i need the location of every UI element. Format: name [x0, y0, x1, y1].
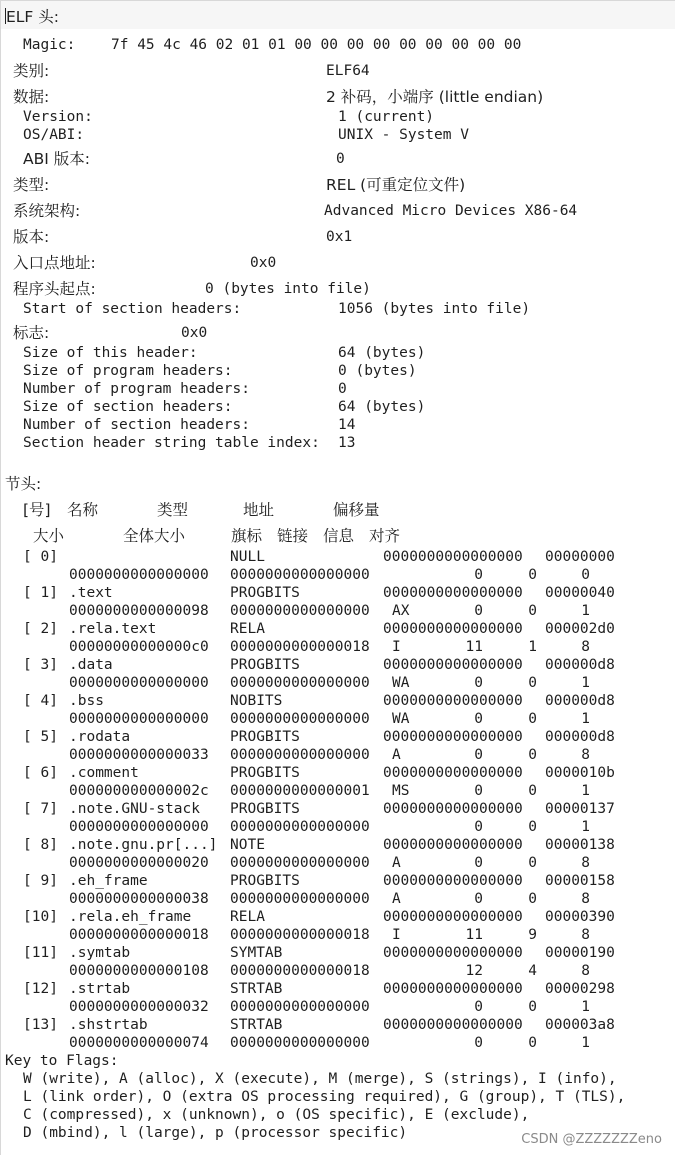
- section-offset: 00000190: [545, 945, 615, 961]
- section-offset: 00000138: [545, 837, 615, 853]
- section-num: [ 3]: [23, 657, 58, 673]
- osabi-label: OS/ABI:: [23, 127, 85, 143]
- column-flags: 旗标: [231, 527, 263, 545]
- abi-version-label: ABI 版本:: [23, 150, 90, 168]
- section-offset: 0000010b: [545, 765, 615, 781]
- section-num: [11]: [23, 945, 58, 961]
- section-align: 1: [581, 999, 590, 1015]
- osabi-value: UNIX - System V: [338, 127, 469, 143]
- section-header-offset-label: Start of section headers:: [23, 301, 242, 317]
- section-link: 0: [474, 1035, 483, 1051]
- flags-key-line: L (link order), O (extra OS processing required), G (group), T (TLS),: [23, 1089, 626, 1105]
- section-info: 0: [528, 783, 537, 799]
- column-type: 类型: [157, 501, 189, 519]
- column-info: 信息: [323, 527, 355, 545]
- section-type: PROGBITS: [230, 873, 300, 889]
- column-size: 大小: [33, 527, 65, 545]
- section-num: [ 7]: [23, 801, 58, 817]
- section-offset: 00000040: [545, 585, 615, 601]
- section-addr: 0000000000000000: [383, 801, 523, 817]
- section-info: 1: [528, 639, 537, 655]
- section-flags: WA: [392, 675, 410, 691]
- section-align: 1: [581, 711, 590, 727]
- section-link: 11: [465, 927, 483, 943]
- section-type: PROGBITS: [230, 765, 300, 781]
- section-name: .symtab: [69, 945, 131, 961]
- section-link: 0: [474, 891, 483, 907]
- version-value: 1 (current): [338, 109, 435, 125]
- section-name: .rodata: [69, 729, 131, 745]
- machine-label: 系统架构:: [13, 202, 81, 220]
- section-entsize: 0000000000000000: [230, 675, 370, 691]
- section-info: 0: [528, 1035, 537, 1051]
- section-entsize: 0000000000000018: [230, 927, 370, 943]
- header-size-value: 64 (bytes): [338, 345, 426, 361]
- section-entsize: 0000000000000018: [230, 639, 370, 655]
- column-align: 对齐: [369, 527, 401, 545]
- section-type: NOTE: [230, 837, 265, 853]
- section-info: 0: [528, 891, 537, 907]
- section-link: 0: [474, 855, 483, 871]
- section-link: 0: [474, 603, 483, 619]
- section-align: 1: [581, 1035, 590, 1051]
- section-align: 1: [581, 675, 590, 691]
- section-offset: 000000d8: [545, 729, 615, 745]
- section-name: .strtab: [69, 981, 131, 997]
- section-align: 8: [581, 927, 590, 943]
- section-info: 0: [528, 675, 537, 691]
- section-num: [ 0]: [23, 549, 58, 565]
- section-offset: 000000d8: [545, 693, 615, 709]
- section-header-size-value: 64 (bytes): [338, 399, 426, 415]
- section-info: 0: [528, 747, 537, 763]
- section-size: 0000000000000032: [69, 999, 209, 1015]
- section-entsize: 0000000000000000: [230, 747, 370, 763]
- section-addr: 0000000000000000: [383, 909, 523, 925]
- section-size: 0000000000000038: [69, 891, 209, 907]
- section-header-count-value: 14: [338, 417, 356, 433]
- section-link: 0: [474, 567, 483, 583]
- section-size: 0000000000000000: [69, 819, 209, 835]
- section-align: 1: [581, 603, 590, 619]
- section-flags: WA: [392, 711, 410, 727]
- section-align: 8: [581, 891, 590, 907]
- section-num: [ 5]: [23, 729, 58, 745]
- program-header-count-value: 0: [338, 381, 347, 397]
- section-flags: MS: [392, 783, 410, 799]
- section-align: 0: [581, 567, 590, 583]
- column-offset: 偏移量: [333, 501, 380, 519]
- section-offset: 000003a8: [545, 1017, 615, 1033]
- section-offset: 00000137: [545, 801, 615, 817]
- flags-key-title: Key to Flags:: [5, 1053, 119, 1069]
- section-align: 8: [581, 747, 590, 763]
- section-size: 0000000000000018: [69, 927, 209, 943]
- section-info: 4: [528, 963, 537, 979]
- section-entsize: 0000000000000000: [230, 567, 370, 583]
- section-offset: 00000298: [545, 981, 615, 997]
- section-info: 0: [528, 855, 537, 871]
- section-num: [13]: [23, 1017, 58, 1033]
- section-header-count-label: Number of section headers:: [23, 417, 250, 433]
- section-entsize: 0000000000000000: [230, 1035, 370, 1051]
- program-header-size-value: 0 (bytes): [338, 363, 417, 379]
- section-name: .text: [69, 585, 113, 601]
- section-addr: 0000000000000000: [383, 873, 523, 889]
- section-link: 0: [474, 711, 483, 727]
- section-name: .note.gnu.pr[...]: [69, 837, 218, 853]
- section-num: [ 8]: [23, 837, 58, 853]
- section-link: 0: [474, 999, 483, 1015]
- program-header-count-label: Number of program headers:: [23, 381, 250, 397]
- flags-label: 标志:: [13, 324, 50, 342]
- section-size: 00000000000000c0: [69, 639, 209, 655]
- section-addr: 0000000000000000: [383, 945, 523, 961]
- magic-value: 7f 45 4c 46 02 01 01 00 00 00 00 00 00 00 00 00: [111, 37, 522, 53]
- section-name: .eh_frame: [69, 873, 148, 889]
- section-info: 0: [528, 819, 537, 835]
- column-num: [号]: [23, 501, 51, 519]
- section-size: 0000000000000020: [69, 855, 209, 871]
- section-entsize: 0000000000000000: [230, 819, 370, 835]
- section-num: [ 6]: [23, 765, 58, 781]
- section-offset: 00000158: [545, 873, 615, 889]
- entry-point-value: 0x0: [250, 255, 277, 271]
- elf-version-value: 0x1: [326, 229, 353, 245]
- section-addr: 0000000000000000: [383, 981, 523, 997]
- abi-version-value: 0: [336, 151, 345, 167]
- section-size: 0000000000000098: [69, 603, 209, 619]
- section-addr: 0000000000000000: [383, 1017, 523, 1033]
- section-type: RELA: [230, 909, 265, 925]
- section-addr: 0000000000000000: [383, 549, 523, 565]
- section-entsize: 0000000000000000: [230, 855, 370, 871]
- section-align: 8: [581, 855, 590, 871]
- section-header-offset-value: 1056 (bytes into file): [338, 301, 531, 317]
- section-size: 0000000000000000: [69, 711, 209, 727]
- section-type: PROGBITS: [230, 801, 300, 817]
- section-addr: 0000000000000000: [383, 585, 523, 601]
- section-size: 0000000000000108: [69, 963, 209, 979]
- section-type: STRTAB: [230, 1017, 283, 1033]
- section-addr: 0000000000000000: [383, 657, 523, 673]
- section-entsize: 0000000000000000: [230, 603, 370, 619]
- section-link: 0: [474, 819, 483, 835]
- section-entsize: 0000000000000000: [230, 999, 370, 1015]
- section-type: NOBITS: [230, 693, 283, 709]
- section-name: .bss: [69, 693, 104, 709]
- section-num: [12]: [23, 981, 58, 997]
- watermark: CSDN @ZZZZZZZeno: [521, 1132, 662, 1147]
- section-addr: 0000000000000000: [383, 693, 523, 709]
- flags-key-line: W (write), A (alloc), X (execute), M (merge), S (strings), I (info),: [23, 1071, 617, 1087]
- section-header-size-label: Size of section headers:: [23, 399, 233, 415]
- section-addr: 0000000000000000: [383, 729, 523, 745]
- machine-value: Advanced Micro Devices X86-64: [324, 203, 578, 219]
- section-num: [ 1]: [23, 585, 58, 601]
- section-num: [ 4]: [23, 693, 58, 709]
- section-align: 1: [581, 819, 590, 835]
- elf-version-label: 版本:: [13, 228, 50, 246]
- section-type: PROGBITS: [230, 657, 300, 673]
- section-size: 0000000000000033: [69, 747, 209, 763]
- section-link: 0: [474, 747, 483, 763]
- section-offset: 00000000: [545, 549, 615, 565]
- section-type: STRTAB: [230, 981, 283, 997]
- program-header-size-label: Size of program headers:: [23, 363, 233, 379]
- type-value: REL (可重定位文件): [326, 176, 466, 194]
- section-name: .rela.eh_frame: [69, 909, 192, 925]
- type-label: 类型:: [13, 176, 50, 194]
- section-num: [ 2]: [23, 621, 58, 637]
- section-type: NULL: [230, 549, 265, 565]
- version-label: Version:: [23, 109, 93, 125]
- section-type: SYMTAB: [230, 945, 283, 961]
- section-flags: I: [392, 927, 401, 943]
- section-flags: A: [392, 747, 401, 763]
- section-info: 0: [528, 711, 537, 727]
- program-header-offset-label: 程序头起点:: [13, 280, 96, 298]
- section-addr: 0000000000000000: [383, 765, 523, 781]
- section-flags: A: [392, 891, 401, 907]
- section-type: PROGBITS: [230, 585, 300, 601]
- section-link: 12: [465, 963, 483, 979]
- section-entsize: 0000000000000000: [230, 711, 370, 727]
- section-entsize: 0000000000000018: [230, 963, 370, 979]
- section-addr: 0000000000000000: [383, 621, 523, 637]
- section-size: 000000000000002c: [69, 783, 209, 799]
- class-label: 类别:: [13, 62, 50, 80]
- entry-point-label: 入口点地址:: [13, 254, 96, 272]
- elf-header-title: ELF 头:: [6, 8, 59, 26]
- section-entsize: 0000000000000000: [230, 891, 370, 907]
- column-link: 链接: [277, 527, 309, 545]
- section-size: 0000000000000000: [69, 567, 209, 583]
- magic-label: Magic:: [23, 37, 76, 53]
- data-value: 2 补码，小端序 (little endian): [326, 88, 544, 106]
- section-offset: 000002d0: [545, 621, 615, 637]
- flags-value: 0x0: [181, 325, 208, 341]
- section-num: [10]: [23, 909, 58, 925]
- column-address: 地址: [243, 501, 275, 519]
- section-type: PROGBITS: [230, 729, 300, 745]
- section-num: [ 9]: [23, 873, 58, 889]
- program-header-offset-value: 0 (bytes into file): [205, 281, 371, 297]
- section-align: 8: [581, 639, 590, 655]
- section-name: .rela.text: [69, 621, 157, 637]
- shstrndx-value: 13: [338, 435, 356, 451]
- data-label: 数据:: [13, 88, 50, 106]
- section-info: 0: [528, 999, 537, 1015]
- flags-key-line: C (compressed), x (unknown), o (OS specific), E (exclude),: [23, 1107, 530, 1123]
- section-name: .comment: [69, 765, 139, 781]
- section-name: .data: [69, 657, 113, 673]
- section-flags: I: [392, 639, 401, 655]
- output-header-strip: [1, 1, 675, 29]
- section-flags: AX: [392, 603, 410, 619]
- column-entsize: 全体大小: [123, 527, 186, 545]
- header-size-label: Size of this header:: [23, 345, 198, 361]
- section-flags: A: [392, 855, 401, 871]
- section-addr: 0000000000000000: [383, 837, 523, 853]
- section-size: 0000000000000074: [69, 1035, 209, 1051]
- section-align: 1: [581, 783, 590, 799]
- section-link: 0: [474, 783, 483, 799]
- section-type: RELA: [230, 621, 265, 637]
- section-info: 0: [528, 567, 537, 583]
- section-align: 8: [581, 963, 590, 979]
- section-offset: 00000390: [545, 909, 615, 925]
- section-link: 11: [465, 639, 483, 655]
- column-name: 名称: [67, 501, 99, 519]
- section-headers-title: 节头:: [5, 475, 42, 493]
- shstrndx-label: Section header string table index:: [23, 435, 320, 451]
- flags-key-line: D (mbind), l (large), p (processor specific): [23, 1125, 408, 1141]
- section-size: 0000000000000000: [69, 675, 209, 691]
- section-link: 0: [474, 675, 483, 691]
- section-entsize: 0000000000000001: [230, 783, 370, 799]
- section-offset: 000000d8: [545, 657, 615, 673]
- section-info: 0: [528, 603, 537, 619]
- section-info: 9: [528, 927, 537, 943]
- section-name: .shstrtab: [69, 1017, 148, 1033]
- section-name: .note.GNU-stack: [69, 801, 200, 817]
- class-value: ELF64: [326, 63, 370, 79]
